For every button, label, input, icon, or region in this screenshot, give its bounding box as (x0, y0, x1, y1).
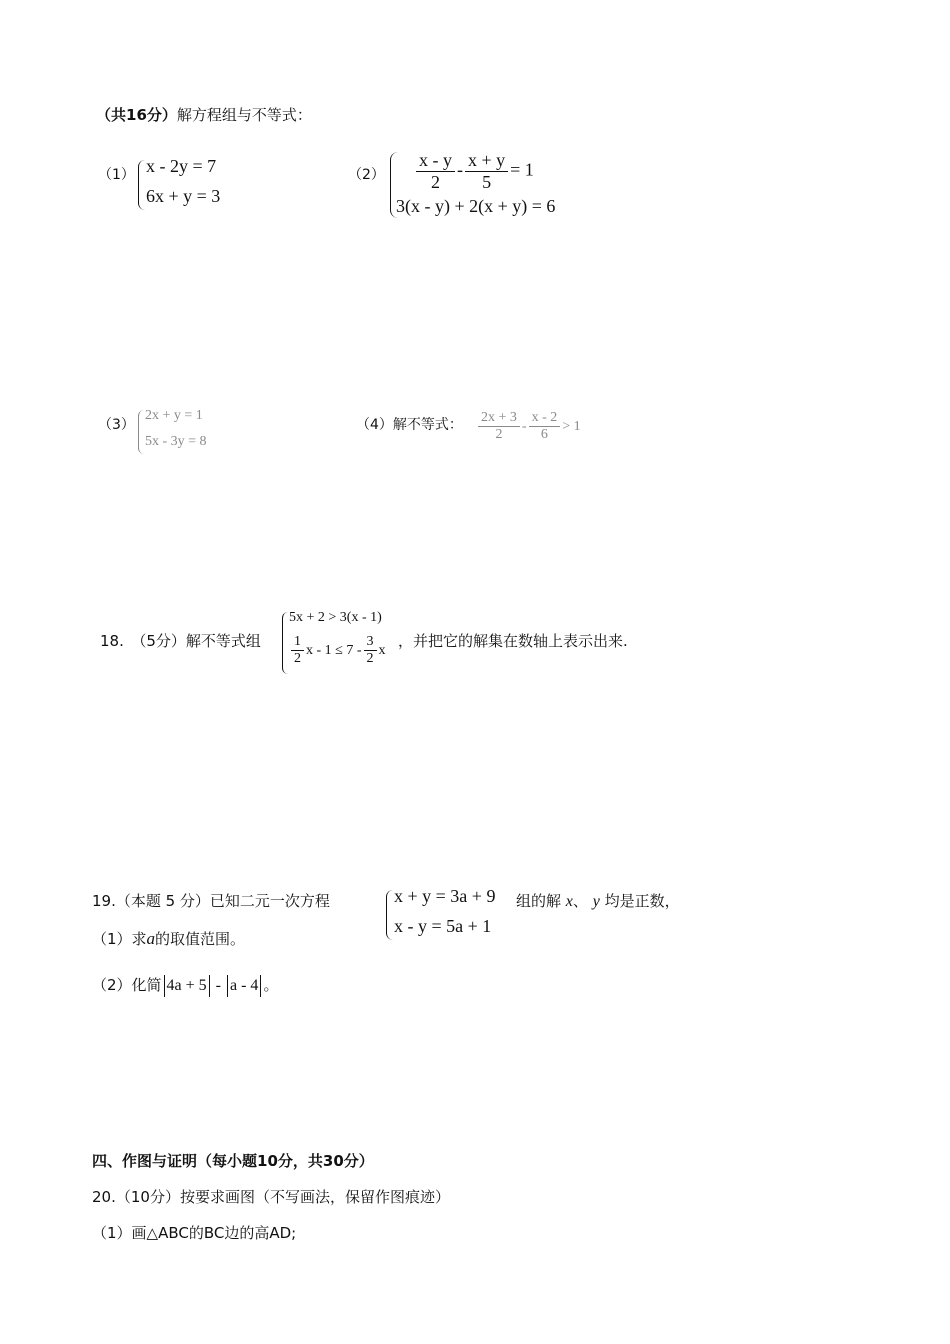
fraction-1 (416, 150, 455, 192)
fraction-2 (465, 150, 508, 192)
question-suffix: 。 (263, 976, 279, 994)
minus-sign: - (521, 418, 527, 434)
brace (282, 612, 288, 674)
heading-suffix: 分） (146, 106, 177, 124)
abs-expression-2: a - 4 (230, 977, 259, 994)
equation-1: 2x + y = 1 (145, 408, 203, 423)
fraction-1 (478, 410, 520, 443)
problem-20-question-1: （1）画△ABC的BC边的高AD; (92, 1224, 297, 1242)
abs-bar-left (227, 975, 228, 997)
abs-bar-right (260, 975, 261, 997)
numerator: x - 2 (529, 410, 561, 427)
suffix-a: 组的解 (516, 892, 562, 910)
numerator: x + y (465, 150, 508, 172)
problem-19-question-2 (92, 974, 278, 997)
question-prefix: （2）化简 (92, 976, 162, 994)
inequality-4 (476, 410, 581, 443)
denominator: 6 (540, 427, 548, 443)
inequality-1: 5x + 2 > 3(x - 1) (289, 610, 382, 625)
numerator: x - y (416, 150, 455, 172)
minus-sign: - (215, 977, 221, 994)
fraction-three-halves (364, 634, 377, 667)
heading-text: 解方程组与不等式： (176, 106, 312, 124)
equation-1: x - 2y = 7 (146, 156, 217, 176)
abs-expression-1: 4a + 5 (166, 977, 207, 994)
variable-x: x (565, 893, 573, 910)
problem-19-prefix: 19.（本题 5 分）已知二元一次方程 (92, 892, 330, 910)
variable: x (378, 642, 386, 658)
problem-label-2: （2） (348, 167, 385, 183)
problem-label-3: （3） (98, 417, 135, 433)
equation-2: x - y = 5a + 1 (394, 916, 492, 936)
numerator: 2x + 3 (478, 410, 520, 427)
denominator: 2 (366, 651, 374, 667)
brace (138, 410, 144, 454)
abs-bar-right (209, 975, 210, 997)
denominator: 5 (482, 171, 492, 192)
numerator: 3 (364, 634, 377, 651)
abs-bar-left (164, 975, 165, 997)
denominator: 2 (495, 427, 503, 443)
section-heading (96, 104, 312, 125)
heading-prefix: （共 (96, 106, 127, 124)
brace (138, 160, 145, 210)
suffix-b: 均是正数， (604, 892, 680, 910)
numerator: 1 (291, 634, 304, 651)
equation-1: x + y = 3a + 9 (394, 886, 496, 906)
problem-20: 20.（10分）按要求画图（不写画法，保留作图痕迹） (92, 1188, 450, 1206)
problem-label-4: （4）解不等式： (356, 417, 463, 433)
rhs: = 1 (510, 159, 534, 180)
equation-2: 6x + y = 3 (146, 186, 221, 206)
problem-label-1: （1） (98, 167, 135, 183)
fraction-2 (529, 410, 561, 443)
inequality-2 (289, 634, 386, 667)
equation-2: 3(x - y) + 2(x + y) = 6 (396, 196, 556, 216)
question-suffix: 的取值范围。 (155, 930, 246, 948)
problem-19-suffix (516, 890, 680, 911)
denominator: 2 (294, 651, 301, 667)
question-prefix: （1）求 (92, 930, 147, 948)
minus-sign: - (457, 159, 463, 180)
problem-19-question-1 (92, 928, 245, 949)
problem-18-prefix: 18. （5分）解不等式组 (100, 632, 261, 650)
section-4-heading: 四、作图与证明（每小题10分，共30分） (92, 1152, 374, 1170)
equation-1 (414, 150, 534, 192)
brace (386, 890, 393, 940)
rhs: > 1 (562, 418, 581, 434)
fraction-half (291, 634, 304, 667)
equation-2: 5x - 3y = 8 (145, 434, 207, 449)
denominator: 2 (431, 171, 440, 192)
middle-expression: x - 1 ≤ 7 - (306, 642, 362, 658)
variable-y: y (592, 893, 600, 910)
heading-points: 16 (126, 106, 147, 124)
problem-18-suffix: ，并把它的解集在数轴上表示出来. (398, 632, 628, 650)
separator: 、 (572, 892, 588, 910)
variable-a: a (146, 929, 156, 948)
